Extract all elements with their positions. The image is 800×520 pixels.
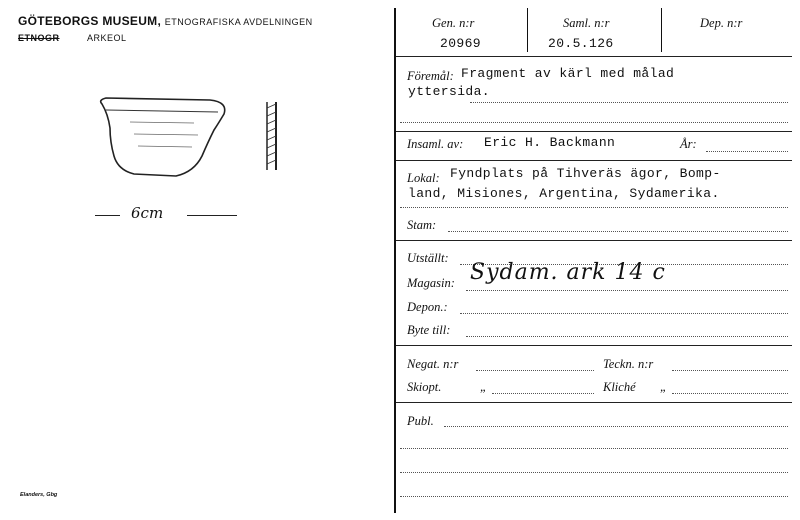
- pottery-sketch: [90, 90, 240, 190]
- byte-dots: [466, 336, 788, 337]
- cell-divider-2: [661, 8, 662, 52]
- cell-divider-1: [527, 8, 528, 52]
- magasin-dots: [466, 290, 788, 291]
- stam-label: Stam:: [407, 218, 437, 232]
- profile-section: [262, 100, 282, 172]
- depon-dots: [460, 313, 788, 314]
- kliche-dots: [672, 393, 788, 394]
- foremal-label: Föremål:: [407, 69, 454, 83]
- skiopt-label: Skiopt.: [407, 380, 442, 394]
- museum-header: [18, 14, 313, 28]
- row-rule-2: [396, 160, 792, 161]
- teckn-dots: [672, 370, 788, 371]
- skiopt-ditto: „: [480, 380, 487, 394]
- scale-line-right: [187, 215, 237, 216]
- subdepartment-name: ARKEOL: [87, 33, 127, 43]
- foremal-line1: Fragment av kärl med målad: [461, 66, 675, 81]
- teckn-label: Teckn. n:r: [603, 357, 654, 371]
- ar-label: År:: [680, 137, 697, 151]
- lokal-dots: [400, 207, 788, 208]
- foremal-dots-1: [470, 102, 788, 103]
- row-rule-4: [396, 345, 792, 346]
- magasin-label: Magasin:: [407, 276, 455, 290]
- subdepartment: [18, 33, 127, 43]
- row-rule-3: [396, 240, 792, 241]
- gen-label: Gen. n:r: [432, 16, 475, 30]
- ar-dots: [706, 151, 788, 152]
- publ-dots-3: [400, 472, 788, 473]
- dep-label: Dep. n:r: [700, 16, 743, 30]
- gen-value: 20969: [440, 36, 482, 51]
- insaml-label: Insaml. av:: [407, 137, 464, 151]
- negat-label: Negat. n:r: [407, 357, 459, 371]
- card-border-left: [394, 8, 396, 513]
- foremal-dots-2: [400, 122, 788, 123]
- publ-dots-4: [400, 496, 788, 497]
- utstallt-label: Utställt:: [407, 251, 449, 265]
- skiopt-dots: [492, 393, 594, 394]
- lokal-line1: Fyndplats på Tihveräs ägor, Bomp-: [450, 166, 721, 181]
- foremal-line2: yttersida.: [408, 84, 491, 99]
- printer-mark: Elanders, Gbg: [20, 492, 58, 498]
- row-rule-5: [396, 402, 792, 403]
- department-name: ETNOGRAFISKA AVDELNINGEN: [164, 17, 313, 27]
- stam-dots: [448, 231, 788, 232]
- insaml-value: Eric H. Backmann: [484, 135, 616, 150]
- lokal-line2: land, Misiones, Argentina, Sydamerika.: [408, 186, 720, 201]
- kliche-ditto: „: [660, 380, 667, 394]
- scale-line-left: [95, 215, 120, 216]
- scale-label: 6cm: [131, 204, 164, 222]
- byte-label: Byte till:: [407, 323, 451, 337]
- saml-value: 20.5.126: [548, 36, 614, 51]
- saml-label: Saml. n:r: [563, 16, 610, 30]
- struck-word: ETNOGR: [18, 33, 60, 43]
- publ-dots-2: [400, 448, 788, 449]
- depon-label: Depon.:: [407, 300, 448, 314]
- lokal-label: Lokal:: [407, 171, 440, 185]
- header-rule: [396, 56, 792, 57]
- magasin-value: Sydam. ark 14 c: [470, 260, 666, 285]
- museum-name: GÖTEBORGS MUSEUM,: [18, 14, 162, 28]
- negat-dots: [476, 370, 594, 371]
- publ-label: Publ.: [407, 414, 434, 428]
- publ-dots-1: [444, 426, 788, 427]
- scale-bar: [95, 204, 240, 226]
- kliche-label: Kliché: [603, 380, 636, 394]
- row-rule-1: [396, 131, 792, 132]
